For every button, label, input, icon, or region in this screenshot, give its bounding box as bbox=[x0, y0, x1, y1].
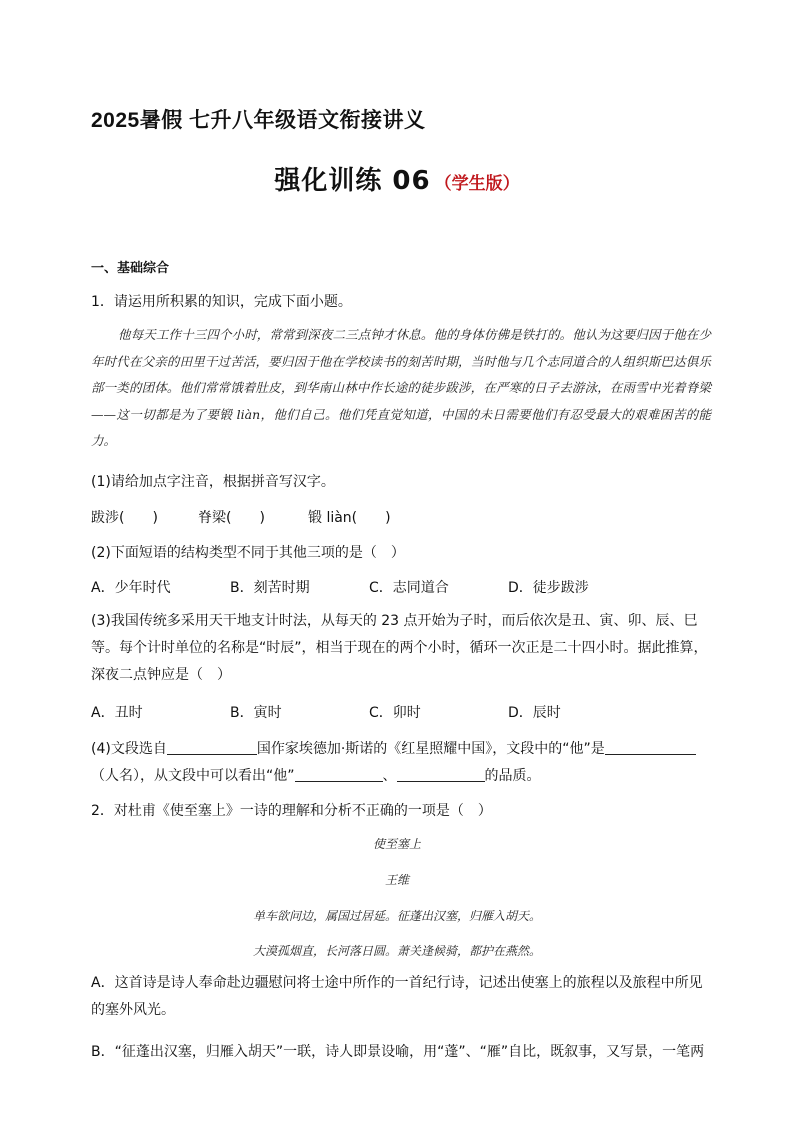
poem-line: 单车欲问边，属国过居延。征蓬出汉塞，归雁入胡天。 bbox=[252, 909, 541, 923]
poem-author: 王维 bbox=[384, 873, 409, 887]
poem-title: 使至塞上 bbox=[372, 837, 421, 851]
option-a: A．丑时 bbox=[91, 705, 143, 721]
option-b: B．寅时 bbox=[230, 705, 282, 721]
option-d: D．辰时 bbox=[508, 705, 561, 721]
sub-question-4-text: 国作家埃德加·斯诺的《红星照耀中国》，文段中的“他”是 bbox=[256, 741, 605, 757]
answer-blank[interactable] bbox=[397, 767, 485, 782]
section-heading: 一、基础综合 bbox=[91, 261, 170, 276]
pinyin-item: 跋涉( ) bbox=[91, 510, 158, 526]
sub-question-1-prompt: (1)请给加点字注音，根据拼音写汉字。 bbox=[91, 474, 335, 490]
main-title-block bbox=[0, 160, 794, 197]
answer-blank[interactable] bbox=[605, 740, 696, 755]
question-2-option-b: B．“征蓬出汉塞，归雁入胡天”一联，诗人即景设喻，用“蓬”、“雁”自比，既叙事，又写景，一笔两 bbox=[91, 1044, 705, 1060]
sub-question-2-prompt: (2)下面短语的结构类型不同于其他三项的是（ ） bbox=[91, 545, 405, 561]
sub-question-4-text: 、 bbox=[382, 768, 397, 784]
pinyin-item: 锻 liàn( ) bbox=[308, 510, 391, 526]
sub-question-4-line2 bbox=[91, 765, 541, 785]
option-c: C．志同道合 bbox=[369, 580, 449, 596]
poem-line: 大漠孤烟直，长河落日圆。萧关逢候骑，都护在燕然。 bbox=[252, 944, 541, 958]
sub-question-3-prompt: (3)我国传统多采用天干地支计时法，从每天的 23 点开始为子时，而后依次是丑、寅、卯、辰、巳等。每个计时单位的名称是“时辰”，相当于现在的两个小时，循环一次正是二十四小时。据此推算，深夜二点钟应是（ ） bbox=[91, 613, 708, 683]
option-c: C．卯时 bbox=[369, 705, 421, 721]
question-1-prompt: 1．请运用所积累的知识，完成下面小题。 bbox=[91, 294, 352, 310]
student-edition-tag: （学生版） bbox=[434, 174, 520, 194]
series-title: 2025暑假 七升八年级语文衔接讲义 bbox=[91, 109, 426, 132]
sub-question-4-text: （人名），从文段中可以看出“他” bbox=[91, 768, 295, 784]
pinyin-item: 脊梁( ) bbox=[198, 510, 265, 526]
sub-question-4-text: (4)文段选自 bbox=[91, 741, 167, 757]
answer-blank[interactable] bbox=[167, 740, 257, 755]
question-2-prompt: 2．对杜甫《使至塞上》一诗的理解和分析不正确的一项是（ ） bbox=[91, 803, 492, 819]
option-d: D．徒步跋涉 bbox=[508, 580, 589, 596]
sub-question-4-line1 bbox=[91, 738, 696, 758]
question-1-passage: 他每天工作十三四个小时，常常到深夜二三点钟才休息。他的身体仿佛是铁打的。他认为这要归因于他在少年时代在父亲的田里干过苦活，要归因于他在学校读书的刻苦时期，当时他与几个志同道合的人组织斯巴达俱乐部一类的团体。他们常常饿着肚皮，到华南山林中作长途的徒步跋涉，在严寒的日子去游泳，在雨雪中光着脊梁——这一切都是为了要锻 liàn，他们自己。他们凭直觉知道，中国的未日需要他们有忍受最大的艰难困苦的能力。 bbox=[91, 327, 711, 448]
main-title: 强化训练 06 bbox=[274, 166, 431, 196]
sub-question-4-text: 的品质。 bbox=[484, 768, 541, 784]
option-a: A．少年时代 bbox=[91, 580, 171, 596]
option-b: B．刻苦时期 bbox=[230, 580, 310, 596]
question-2-option-a: A．这首诗是诗人奉命赴边疆慰问将士途中所作的一首纪行诗，记述出使塞上的旅程以及旅程中所见的塞外风光。 bbox=[91, 975, 703, 1018]
answer-blank[interactable] bbox=[295, 767, 383, 782]
